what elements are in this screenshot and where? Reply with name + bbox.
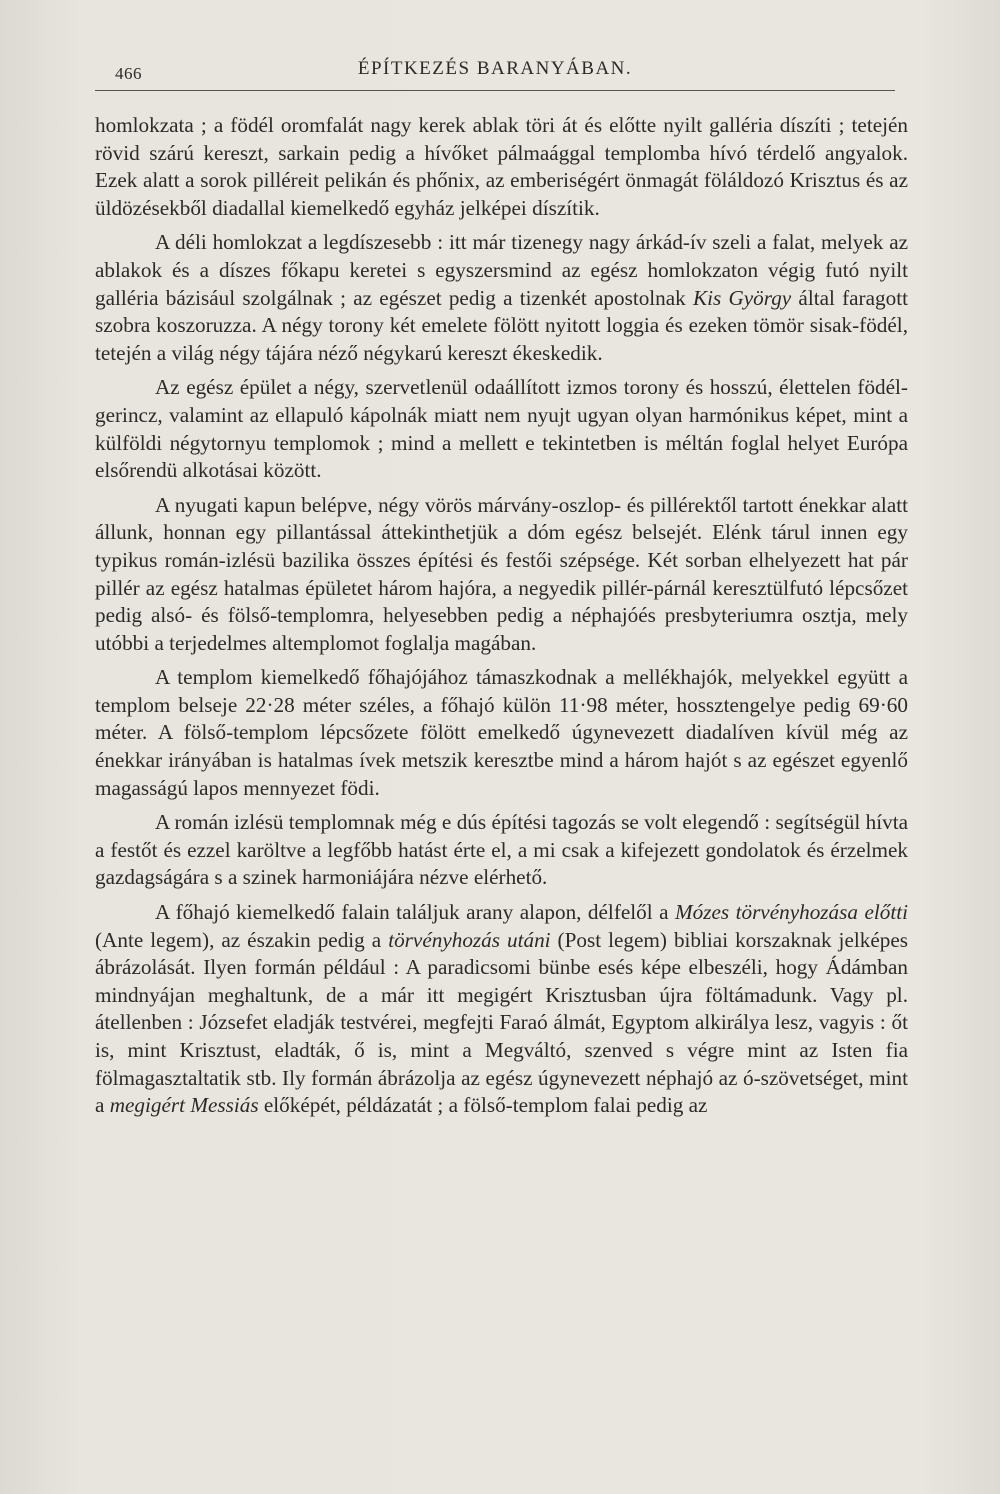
page-header	[95, 58, 895, 88]
text-segment: (Post legem) bibliai korszaknak jelképes ábrázolását. Ilyen formán például : A paradicsomi bünbe esés képe elbeszéli, hogy Ádámban mindnyájan meghaltunk, de a már itt megigért Krisztusban újra föltámadunk. Vagy pl. átellenben : Józsefet eladják testvérei, megfejti Faraó álmát, Egyptom alkirálya lesz, vagyis : őt is, mint Krisztust, eladták, ő is, mint a Megváltó, szenved s végre mint az Isten fia fölmagasztaltatik stb. Ily formán ábrázolja az egész úgynevezett néphajó az ó-szövetséget, mint a	[95, 927, 908, 1118]
text-segment: A főhajó kiemelkedő falain találjuk arany alapon, délfelől a	[155, 900, 675, 925]
paragraph	[95, 809, 908, 892]
page-number: 466	[115, 64, 142, 83]
paragraph	[95, 492, 908, 658]
text-segment: (Ante legem), az északin pedig a	[95, 927, 389, 952]
paragraph	[95, 229, 908, 367]
text-segment: A templom kiemelkedő főhajójához támaszkodnak a mellékhajók, melyekkel együtt a templom belseje 22·28 méter széles, a főhajó külön 11·98 méter, hossztengelye pedig 69·60 méter. A fölső-templom lépcsőzete fölött emelkedő úgynevezett diadalíven kívül még az énekkar irányában is hatalmas ívek metszik keresztbe mind a három hajót s az egészet egyenlő magasságú lapos mennyezet födi.	[95, 665, 908, 800]
italic-text: Mózes törvényhozása előtti	[674, 900, 908, 925]
paragraph	[95, 112, 908, 222]
text-segment: A román izlésü templomnak még e dús építési tagozás se volt elegendő : segítségül hívta a festőt és ezzel karöltve a legfőbb hatást érte el, a mi csak a kifejezett gondolatok és érzelmek gazdagságára s a szinek harmoniájára nézve elérhető.	[95, 810, 908, 890]
italic-text: törvényhozás utáni	[388, 927, 551, 952]
paragraph	[95, 899, 908, 1120]
header-rule	[95, 90, 895, 91]
text-segment: A déli homlokzat a legdíszesebb : itt már tizenegy nagy árkád-ív szeli a falat, melyek az ablakok és a díszes főkapu keretei s egyszersmind az egész homlokzaton végig futó nyilt galléria bázisául szolgálnak ; az egészet pedig a tizenkét apostolnak	[95, 230, 908, 310]
text-segment: homlokzata ; a födél oromfalát nagy kerek ablak töri át és előtte nyilt galléria díszíti ; tetején rövid szárú kereszt, sarkain pedig a hívőket pálmaággal templomba hívó térdelő angyalok. Ezek alatt a sorok pilléreit pelikán és phőnix, az emberiségért önmagát föláldozó Krisztus és az üldözésekből diadallal kiemelkedő egyház jelképei díszítik.	[95, 113, 908, 220]
text-segment: A nyugati kapun belépve, négy vörös márvány-oszlop- és pillérektől tartott énekkar alatt állunk, honnan egy pillantással áttekinthetjük a dóm egész belsejét. Elénk tárul innen egy typikus román-izlésü bazilika összes építési és festői szépsége. Két sorban elhelyezett hat pár pillér az egész hatalmas épületet három hajóra, a negyedik pillér-párnál keresztülfutó lépcsőzet pedig alsó- és fölső-templomra, helyesebben pedig a néphajóés presbyteriumra osztja, mely utóbbi a terjedelmes altemplomot foglalja magában.	[95, 492, 908, 655]
text-segment: által faragott szobra koszoruzza. A négy torony két emelete fölött nyitott loggia és ezeken tömör sisak-födél, tetején a világ négy tájára néző négykarú kereszt ékeskedik.	[95, 285, 908, 365]
paragraph	[95, 664, 908, 802]
paragraph	[95, 374, 908, 484]
italic-text: Kis György	[692, 285, 792, 310]
italic-text: megigért Messiás	[109, 1093, 259, 1118]
running-title: ÉPÍTKEZÉS BARANYÁBAN.	[357, 58, 633, 79]
body-text	[95, 112, 908, 1127]
text-segment: előképét, példázatát ; a fölső-templom falai pedig az	[258, 1093, 708, 1118]
text-segment: Az egész épület a négy, szervetlenül odaállított izmos torony és hosszú, élettelen födél-gerincz, valamint az ellapuló kápolnák miatt nem nyujt ugyan olyan harmónikus képet, mint a külföldi négytornyu templomok ; mind a mellett e tekintetben is méltán foglal helyet Európa elsőrendü alkotásai között.	[95, 375, 908, 483]
